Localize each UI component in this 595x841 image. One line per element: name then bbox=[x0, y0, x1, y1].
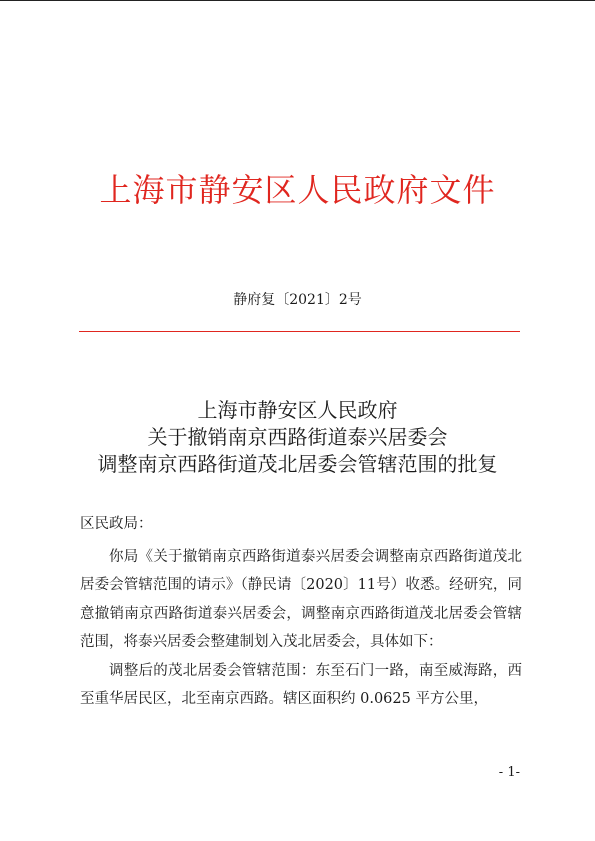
document-body bbox=[80, 510, 522, 714]
title-line-2: 关于撤销南京西路街道泰兴居委会 bbox=[147, 425, 448, 449]
page-number: - 1- bbox=[498, 765, 520, 780]
title-line-1: 上海市静安区人民政府 bbox=[197, 398, 398, 422]
document-header-title: 上海市静安区人民政府文件 bbox=[99, 171, 496, 209]
body-paragraph-2: 调整后的茂北居委会管辖范围：东至石门一路，南至威海路，西至重华居民区，北至南京西路。辖区面积约 0.0625 平方公里， bbox=[80, 662, 522, 707]
title-line-3: 调整南京西路街道茂北居委会管辖范围的批复 bbox=[97, 452, 498, 476]
document-title bbox=[0, 397, 595, 478]
document-number: 静府复〔2021〕2号 bbox=[233, 292, 362, 308]
body-paragraph-1: 你局《关于撤销南京西路街道泰兴居委会调整南京西路街道茂北居委会管辖范围的请示》（静民请〔2020〕11号）收悉。经研究，同意撤销南京西路街道泰兴居委会，调整南京西路街道茂北居委会管辖范围，将泰兴居委会整建制划入茂北居委会，具体如下： bbox=[80, 548, 522, 650]
top-border-line bbox=[0, 0, 595, 1]
red-separator-line bbox=[79, 331, 520, 332]
salutation: 区民政局： bbox=[80, 516, 153, 532]
